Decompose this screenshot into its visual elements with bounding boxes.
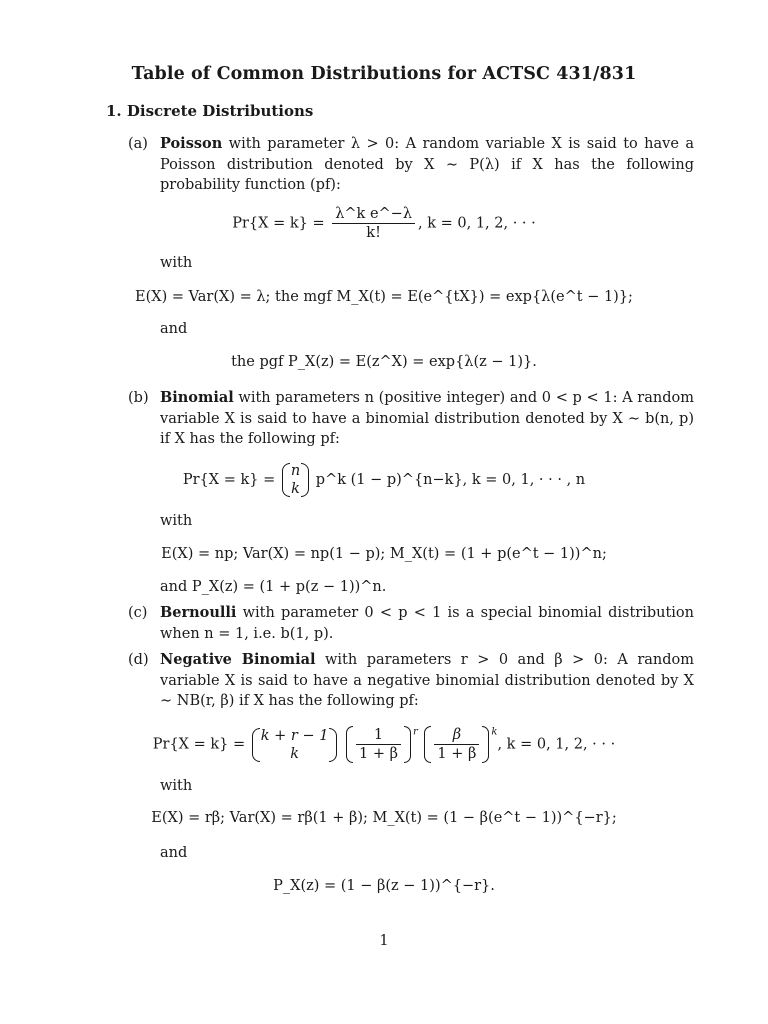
distribution-name: Poisson [160, 135, 223, 152]
section-heading: 1. Discrete Distributions [106, 102, 314, 120]
poisson-item [128, 134, 694, 196]
with-label: with [160, 255, 193, 271]
poisson-fraction [332, 205, 415, 242]
fraction-1 [356, 726, 401, 763]
fraction-numerator: λ^k e^−λ [332, 205, 415, 224]
fraction-denominator: k! [366, 225, 381, 241]
negbin-moments: E(X) = rβ; Var(X) = rβ(1 + β); M_X(t) = (1 − β(e^t − 1))^{−r}; [151, 810, 617, 826]
exponent-k: k [491, 726, 498, 738]
with-label: with [160, 513, 193, 529]
page-number: 1 [379, 933, 389, 949]
binom-bottom: k [290, 745, 299, 762]
negbin-intro-text: with parameters r > 0 and β > 0: A random variable X is said to have a negative binomial distribution denoted by X ∼ NB(r, β) if X has the following pf: [160, 652, 695, 709]
pf-lhs: Pr{X = k} = [152, 736, 246, 753]
bernoulli-item [128, 603, 694, 644]
fraction-denominator: 1 + β [359, 746, 399, 762]
pf-rhs: , k = 0, 1, 2, · · · [418, 215, 536, 232]
poisson-moments: E(X) = Var(X) = λ; the mgf M_X(t) = E(e^{tX}) = exp{λ(e^t − 1)}; [135, 289, 633, 305]
binomial-moments: E(X) = np; Var(X) = np(1 − p); M_X(t) = (1 + p(e^t − 1))^n; [161, 546, 607, 562]
fraction-numerator: β [434, 726, 479, 745]
binom-top: n [290, 463, 301, 479]
paren-fraction-1 [346, 726, 411, 763]
item-label: (a) [128, 136, 148, 152]
item-label: (c) [128, 605, 148, 621]
distribution-name: Negative Binomial [160, 651, 316, 668]
with-label: with [160, 778, 193, 794]
fraction-2 [434, 726, 479, 763]
and-label: and [160, 321, 188, 337]
binom-top: k + r − 1 [260, 727, 329, 744]
negbin-intro [160, 650, 694, 712]
fraction-numerator: 1 [356, 726, 401, 745]
binomial-pf-equation [0, 462, 768, 498]
poisson-pf-equation [0, 205, 768, 242]
poisson-pgf: the pgf P_X(z) = E(z^X) = exp{λ(z − 1)}. [231, 354, 537, 370]
negbin-pgf: P_X(z) = (1 − β(z − 1))^{−r}. [273, 878, 495, 894]
binomial-item [128, 388, 694, 450]
and-label: and [160, 845, 188, 861]
fraction-denominator: 1 + β [437, 746, 477, 762]
pf-rhs: , k = 0, 1, 2, · · · [497, 736, 616, 753]
bernoulli-text [160, 603, 694, 644]
binomial-coefficient [252, 727, 338, 763]
distribution-name: Bernoulli [160, 604, 237, 621]
poisson-intro [160, 134, 694, 196]
distribution-name: Binomial [160, 389, 234, 406]
item-label: (b) [128, 390, 149, 406]
page-title: Table of Common Distributions for ACTSC 431/831 [131, 64, 637, 84]
item-label: (d) [128, 652, 149, 668]
negbin-item [128, 650, 694, 712]
binomial-intro [160, 388, 694, 450]
bernoulli-body: with parameter 0 < p < 1 is a special binomial distribution when n = 1, i.e. b(1, p). [160, 605, 694, 642]
pf-lhs: Pr{X = k} = [182, 472, 276, 488]
poisson-intro-text: with parameter λ > 0: A random variable X is said to have a Poisson distribution denoted by X ∼ P(λ) if X has the following probability function (pf): [160, 136, 694, 193]
pf-lhs: Pr{X = k} = [232, 215, 325, 232]
binomial-intro-text: with parameters n (positive integer) and 0 < p < 1: A random variable X is said to have a binomial distribution denoted by X ∼ b(n, p) if X has the following pf: [160, 390, 694, 447]
exponent-r: r [413, 726, 418, 738]
binom-bottom: k [291, 481, 300, 497]
paren-fraction-2 [424, 726, 489, 763]
pf-rhs: p^k (1 − p)^{n−k}, k = 0, 1, · · · , n [315, 472, 586, 488]
binomial-pgf: and P_X(z) = (1 + p(z − 1))^n. [160, 579, 387, 595]
negbin-pf-equation [0, 726, 768, 763]
binomial-coefficient [282, 462, 309, 498]
